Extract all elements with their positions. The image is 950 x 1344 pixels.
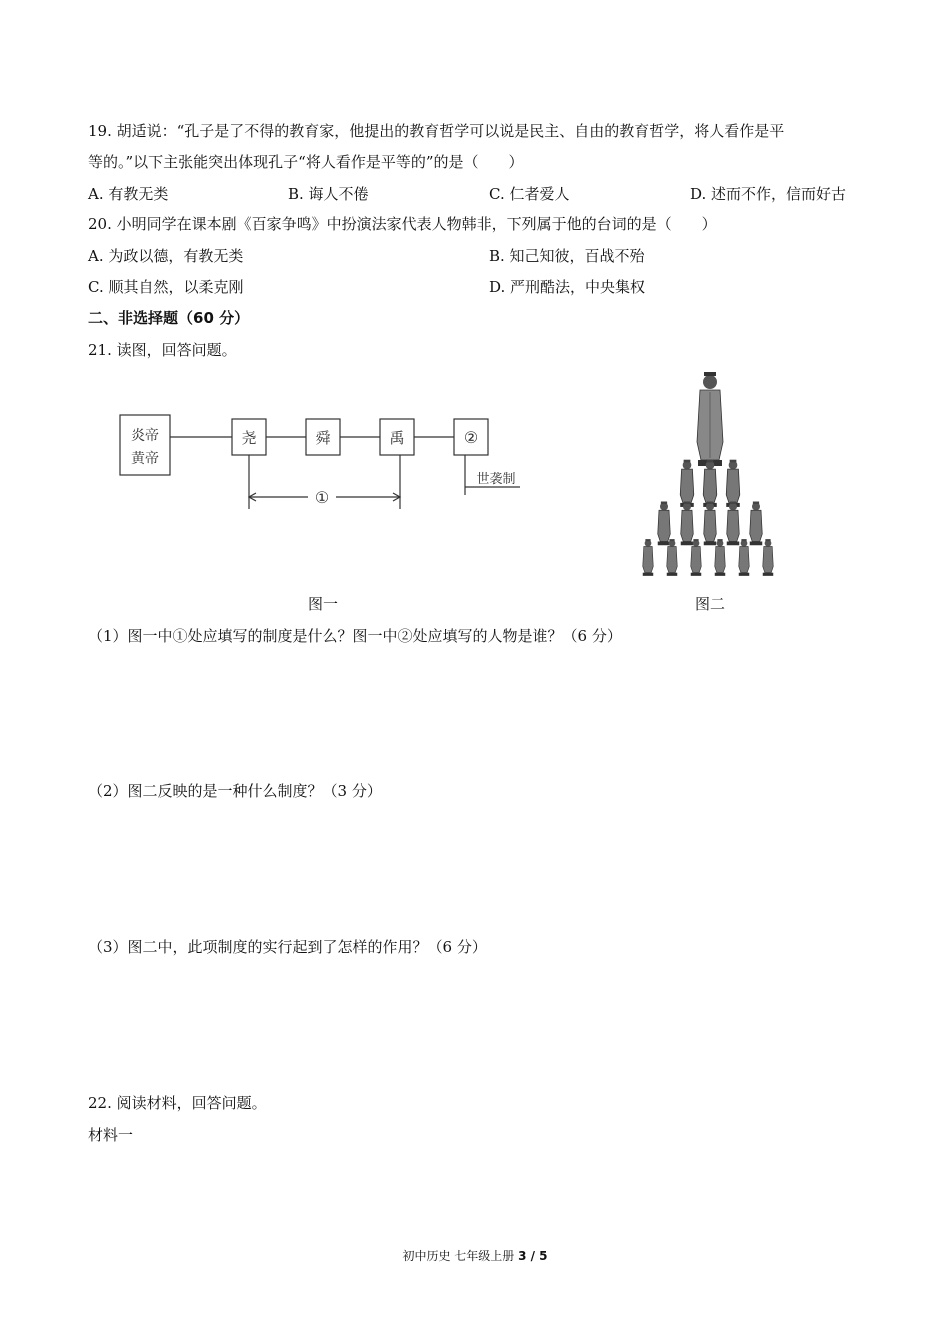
q22-material1-label: 材料一 bbox=[88, 1126, 134, 1144]
q21-sub3: （3）图二中，此项制度的实行起到了怎样的作用？（6 分） bbox=[88, 938, 487, 956]
figure2-pyramid-image bbox=[630, 372, 790, 577]
q22-stem: 22. 阅读材料，回答问题。 bbox=[88, 1094, 267, 1112]
q19-stem-line1: 19. 胡适说：“孔子是了不得的教育家，他提出的教育哲学可以说是民主、自由的教育哲学，将人看作是平 bbox=[88, 122, 785, 140]
box-label-shun: 舜 bbox=[315, 429, 331, 447]
page-footer bbox=[0, 1248, 950, 1264]
footer-course: 初中历史 七年级上册 bbox=[402, 1249, 519, 1263]
q19-option-a: A. 有教无类 bbox=[88, 185, 169, 203]
figure2-caption: 图二 bbox=[695, 595, 726, 613]
footer-page-number: 3 / 5 bbox=[518, 1249, 548, 1263]
box-label-yao: 尧 bbox=[241, 429, 257, 447]
q19-option-c: C. 仁者爱人 bbox=[489, 185, 570, 203]
q20-option-c: C. 顺其自然，以柔克刚 bbox=[88, 278, 244, 296]
q21-sub1: （1）图一中①处应填写的制度是什么？图一中②处应填写的人物是谁？（6 分） bbox=[88, 627, 622, 645]
q21-sub2: （2）图二反映的是一种什么制度？（3 分） bbox=[88, 782, 382, 800]
q19-option-b: B. 诲人不倦 bbox=[288, 185, 369, 203]
box-label-2: ② bbox=[463, 428, 479, 447]
figure1-caption: 图一 bbox=[308, 595, 339, 613]
hereditary-label: 世袭制 bbox=[476, 472, 516, 487]
q19-stem-line2: 等的。”以下主张能突出体现孔子“将人看作是平等的”的是（ ） bbox=[88, 153, 524, 171]
q20-option-a: A. 为政以德，有教无类 bbox=[88, 247, 244, 265]
box-label-yu: 禹 bbox=[389, 429, 405, 447]
q20-option-d: D. 严刑酷法，中央集权 bbox=[489, 278, 646, 296]
box-label-yandi: 炎帝 bbox=[131, 428, 159, 444]
box-label-huangdi: 黄帝 bbox=[131, 451, 159, 467]
q20-option-b: B. 知己知彼，百战不殆 bbox=[489, 247, 645, 265]
figure1-succession-diagram bbox=[110, 405, 530, 515]
section-heading: 二、非选择题（60 分） bbox=[88, 309, 250, 327]
q21-stem: 21. 读图，回答问题。 bbox=[88, 341, 237, 359]
bracket-label-1: ① bbox=[314, 488, 330, 507]
q20-stem: 20. 小明同学在课本剧《百家争鸣》中扮演法家代表人物韩非，下列属于他的台词的是（ ） bbox=[88, 215, 717, 233]
q19-option-d: D. 述而不作，信而好古 bbox=[690, 185, 847, 203]
